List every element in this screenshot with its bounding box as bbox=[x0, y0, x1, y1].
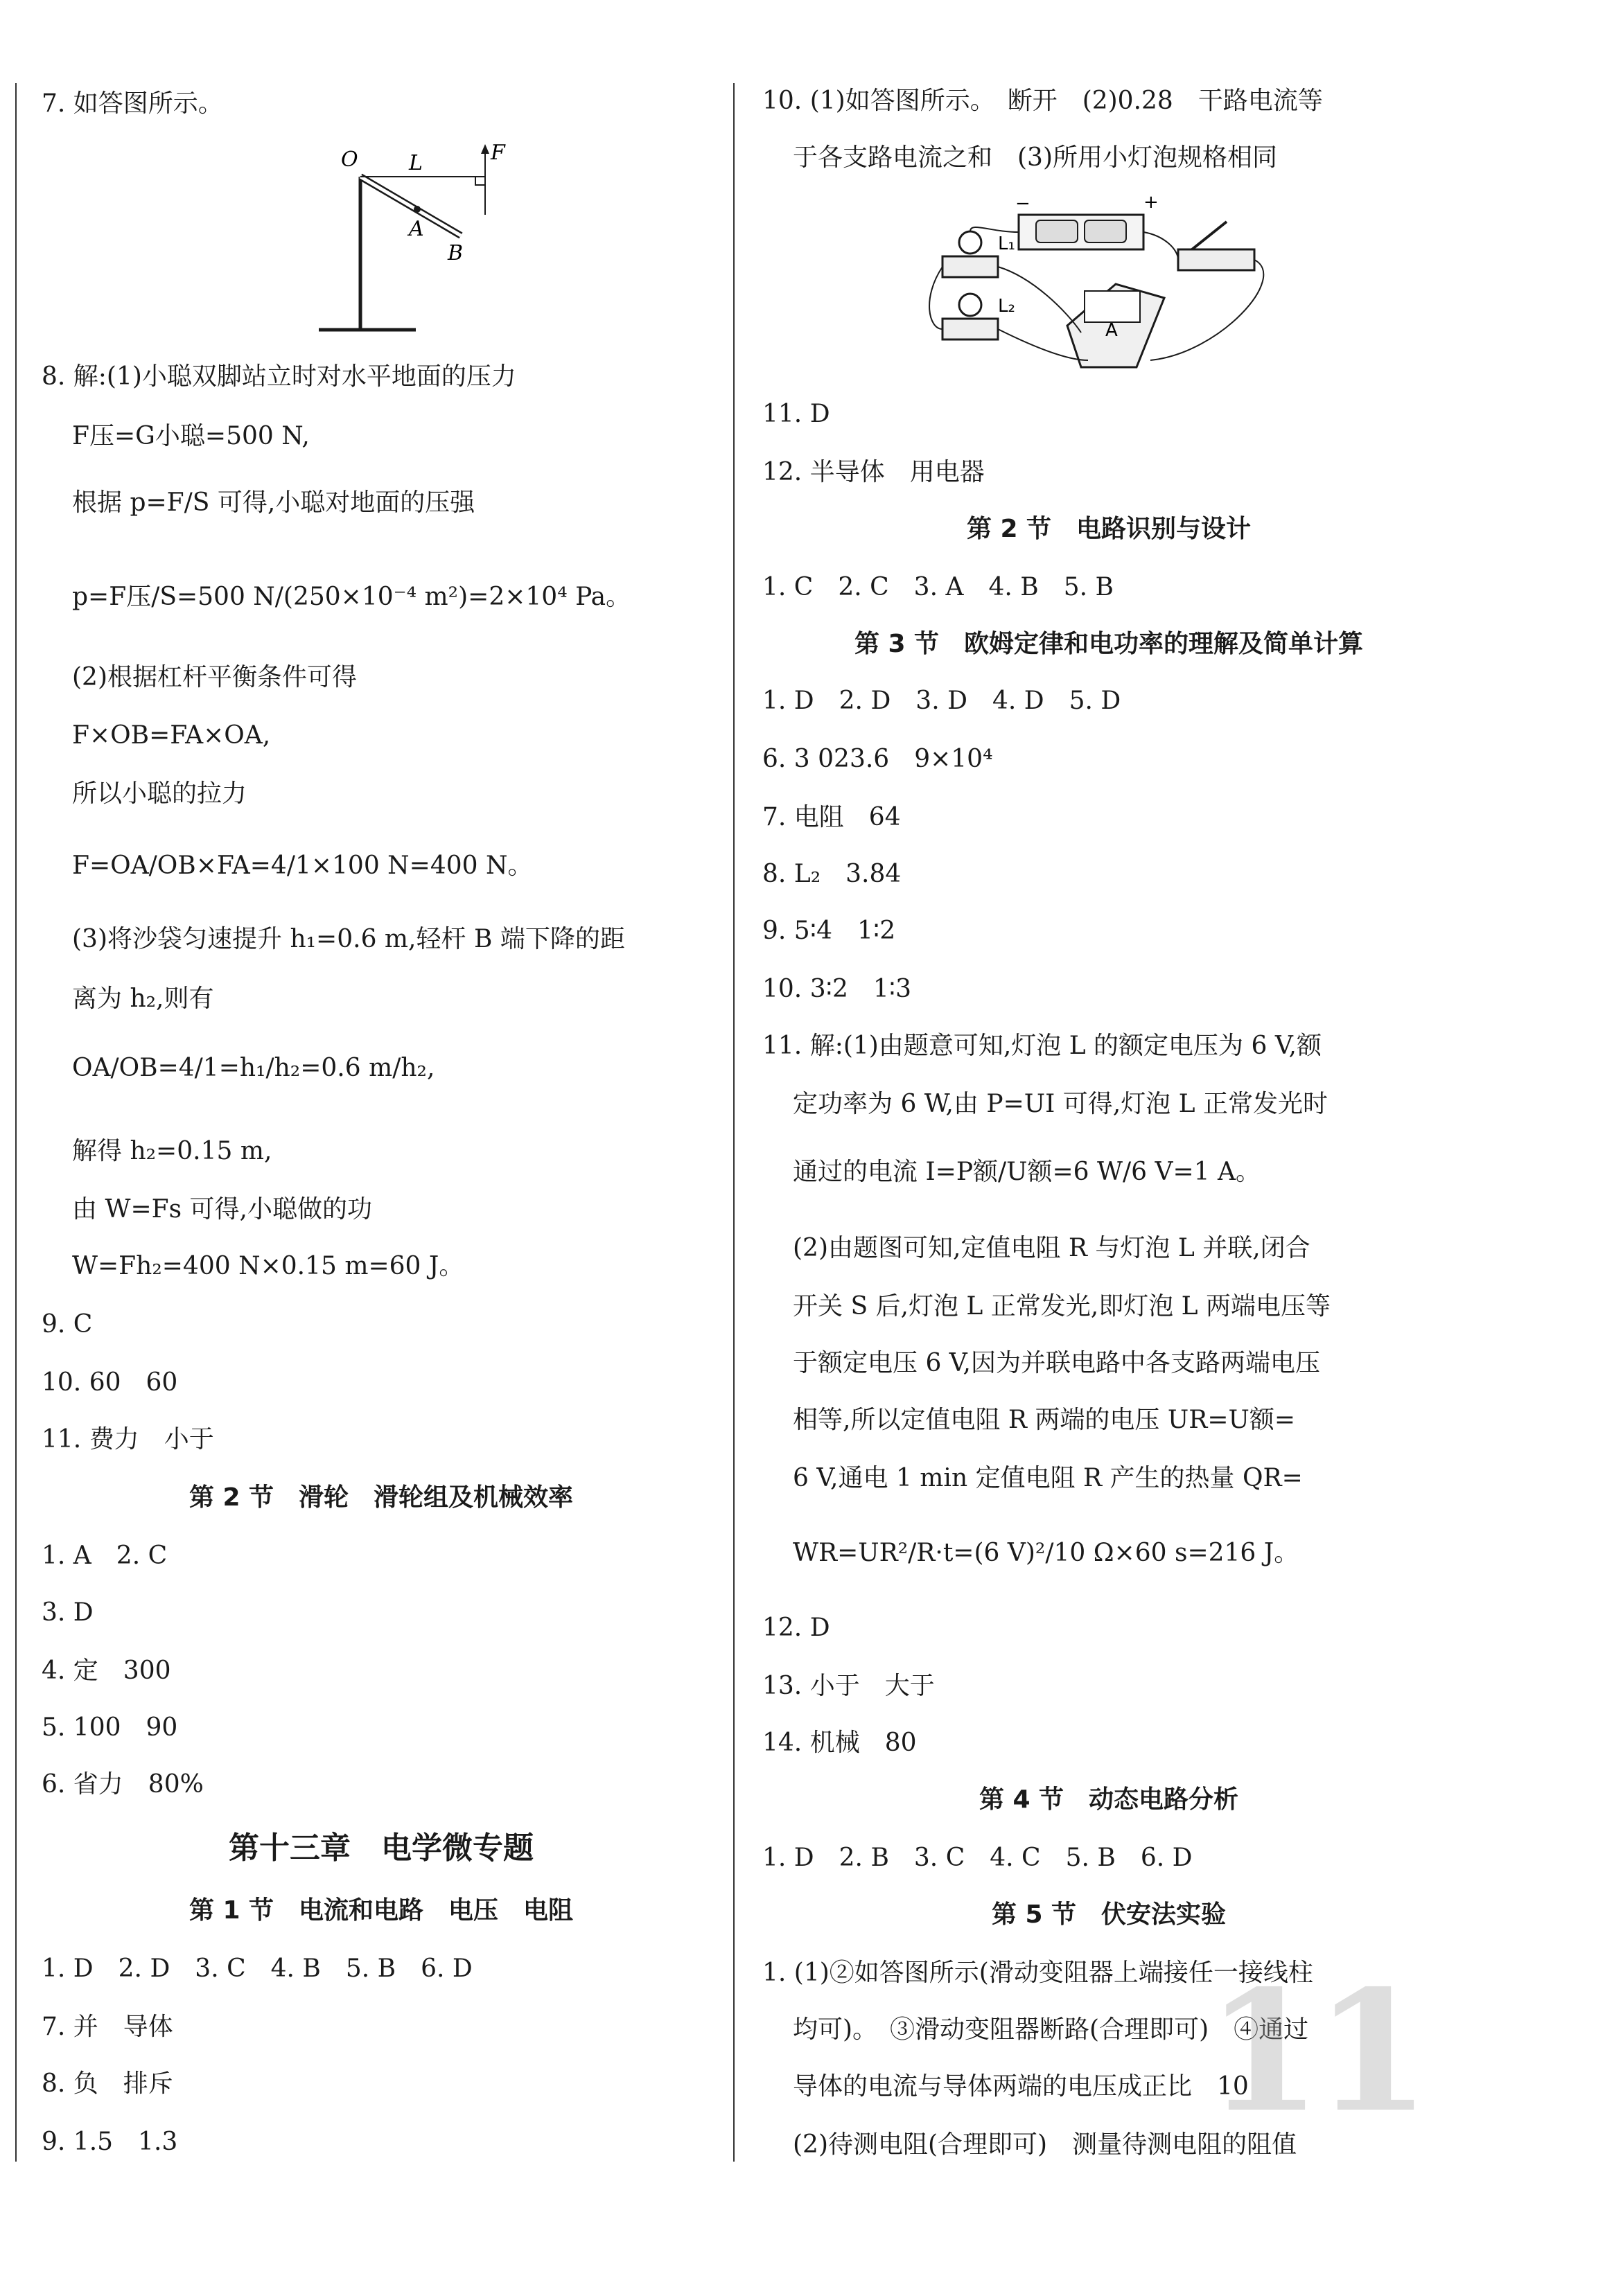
answer-line: 11. 费力 小于 bbox=[42, 1425, 214, 1454]
section-heading: 第 3 节 欧姆定律和电功率的理解及简单计算 bbox=[854, 630, 1364, 658]
answer-line: 6. 3 023.6 9×10⁴ bbox=[762, 745, 993, 773]
r10-line: 于各支路电流之和 (3)所用小灯泡规格相同 bbox=[793, 143, 1277, 172]
label-L: L bbox=[409, 151, 423, 175]
answer-line: 11. D bbox=[762, 400, 830, 428]
s3-11-line: 11. 解:(1)由题意可知,灯泡 L 的额定电压为 6 V,额 bbox=[762, 1032, 1322, 1060]
s3-11-line: 相等,所以定值电阻 R 两端的电压 UR=U额= bbox=[793, 1406, 1295, 1434]
q8-head: 8. 解:(1)小聪双脚站立时对水平地面的压力 bbox=[42, 362, 516, 391]
label-B: B bbox=[448, 241, 464, 265]
answer-line: 12. 半导体 用电器 bbox=[762, 458, 985, 486]
minus-label: − bbox=[1015, 194, 1030, 214]
q8-line: 所以小聪的拉力 bbox=[72, 779, 247, 808]
L2-label: L₂ bbox=[998, 296, 1015, 317]
q8-line: 解得 h₂=0.15 m, bbox=[72, 1137, 272, 1165]
q7-line: 7. 如答图所示。 bbox=[42, 89, 223, 118]
section-heading: 第 2 节 滑轮 滑轮组及机械效率 bbox=[188, 1483, 574, 1512]
answer-line: 10. 60 60 bbox=[42, 1368, 178, 1397]
answer-line: 12. D bbox=[762, 1614, 830, 1642]
answer-line: 1. D 2. D 3. D 4. D 5. D bbox=[762, 687, 1121, 715]
page-number: 11 bbox=[1206, 1954, 1423, 2149]
section-heading: 第 1 节 电流和电路 电压 电阻 bbox=[188, 1896, 574, 1925]
answer-line: 1. C 2. C 3. A 4. B 5. B bbox=[762, 573, 1114, 601]
q8-line: OA/OB=4/1=h₁/h₂=0.6 m/h₂, bbox=[72, 1054, 435, 1082]
s3-11-line: 于额定电压 6 V,因为并联电路中各支路两端电压 bbox=[793, 1349, 1320, 1377]
s3-11-line: 定功率为 6 W,由 P=UI 可得,灯泡 L 正常发光时 bbox=[793, 1090, 1328, 1118]
q8-line: p=F压/S=500 N/(250×10⁻⁴ m²)=2×10⁴ Pa。 bbox=[72, 583, 631, 611]
s3-11-line: 开关 S 后,灯泡 L 正常发光,即灯泡 L 两端电压等 bbox=[793, 1292, 1331, 1321]
q8-line: 离为 h₂,则有 bbox=[72, 984, 214, 1013]
answer-line: 5. 100 90 bbox=[42, 1713, 178, 1742]
s5-line: (2)待测电阻(合理即可) 测量待测电阻的阻值 bbox=[793, 2130, 1297, 2159]
answer-line: 8. 负 排斥 bbox=[42, 2069, 173, 2098]
answer-line: 1. D 2. B 3. C 4. C 5. B 6. D bbox=[762, 1844, 1193, 1872]
answer-line: 8. L₂ 3.84 bbox=[762, 860, 902, 888]
answer-line: 7. 并 导体 bbox=[42, 2013, 173, 2041]
answer-line: 9. C bbox=[42, 1310, 93, 1339]
s3-11-line: WR=UR²/R·t=(6 V)²/10 Ω×60 s=216 J。 bbox=[793, 1539, 1299, 1567]
q8-line: F压=G小聪=500 N, bbox=[72, 422, 310, 450]
answer-line: 3. D bbox=[42, 1598, 94, 1627]
answer-line: 7. 电阻 64 bbox=[762, 803, 901, 831]
section-heading: 第 4 节 动态电路分析 bbox=[979, 1785, 1239, 1814]
answer-line: 13. 小于 大于 bbox=[762, 1672, 935, 1700]
q8-line: 根据 p=F/S 可得,小聪对地面的压强 bbox=[72, 488, 475, 517]
section-heading: 第 2 节 电路识别与设计 bbox=[966, 515, 1252, 543]
chapter-heading: 第十三章 电学微专题 bbox=[229, 1830, 534, 1866]
s3-11-line: 通过的电流 I=P额/U额=6 W/6 V=1 A。 bbox=[793, 1158, 1261, 1186]
q8-line: W=Fh₂=400 N×0.15 m=60 J。 bbox=[72, 1252, 464, 1280]
column-divider bbox=[733, 83, 735, 2162]
q8-line: F=OA/OB×FA=4/1×100 N=400 N。 bbox=[72, 851, 533, 880]
answer-line: 10. 3∶2 1∶3 bbox=[762, 975, 912, 1003]
answer-line: 14. 机械 80 bbox=[762, 1729, 917, 1757]
s3-11-line: 6 V,通电 1 min 定值电阻 R 产生的热量 QR= bbox=[793, 1464, 1303, 1492]
L1-label: L₁ bbox=[998, 233, 1015, 254]
left-rule bbox=[15, 83, 17, 2162]
plus-label: + bbox=[1143, 194, 1159, 213]
answer-line: 1. A 2. C bbox=[42, 1542, 168, 1570]
s5-line: 导体的电流与导体两端的电压成正比 10 bbox=[793, 2072, 1249, 2101]
answer-line: 6. 省力 80% bbox=[42, 1770, 204, 1799]
answer-line: 4. 定 300 bbox=[42, 1657, 171, 1685]
q8-line: (3)将沙袋匀速提升 h₁=0.6 m,轻杆 B 端下降的距 bbox=[72, 925, 625, 953]
s5-line: 1. (1)②如答图所示(滑动变阻器上端接任一接线柱 bbox=[762, 1959, 1313, 1987]
answer-line: 1. D 2. D 3. C 4. B 5. B 6. D bbox=[42, 1954, 473, 1983]
answer-line: 9. 1.5 1.3 bbox=[42, 2128, 178, 2156]
q8-line: (2)根据杠杆平衡条件可得 bbox=[72, 663, 357, 691]
answer-line: 9. 5∶4 1∶2 bbox=[762, 917, 896, 945]
label-F: F bbox=[491, 141, 505, 165]
q8-line: F×OB=FA×OA, bbox=[72, 721, 271, 750]
label-O: O bbox=[341, 148, 358, 172]
label-A: A bbox=[409, 217, 424, 241]
lever-diagram bbox=[305, 139, 513, 339]
ammeter-label: A bbox=[1105, 320, 1118, 341]
q8-line: 由 W=Fs 可得,小聪做的功 bbox=[72, 1195, 372, 1224]
s3-11-line: (2)由题图可知,定值电阻 R 与灯泡 L 并联,闭合 bbox=[793, 1234, 1310, 1262]
circuit-diagram bbox=[929, 194, 1331, 381]
s5-line: 均可)。 ③滑动变阻器断路(合理即可) ④通过 bbox=[793, 2015, 1309, 2044]
section-heading: 第 5 节 伏安法实验 bbox=[991, 1900, 1227, 1929]
r10-line: 10. (1)如答图所示。 断开 (2)0.28 干路电流等 bbox=[762, 87, 1323, 115]
